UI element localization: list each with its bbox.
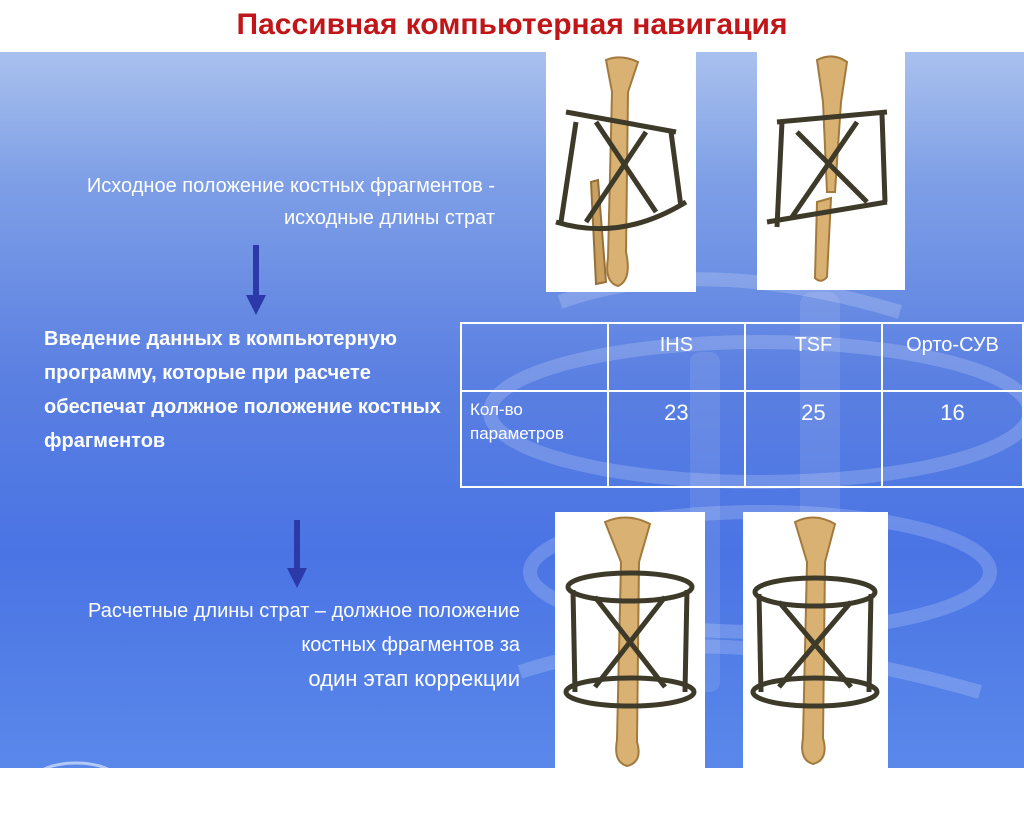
table-cell: 25 [745,391,882,487]
table-cell: 23 [608,391,745,487]
parameters-table [460,322,1024,488]
bone-fixator-photo [757,52,905,290]
fixator-photo-initial-1 [546,52,696,292]
fixator-photo-corrected-2 [743,512,888,768]
title-band [0,0,1024,52]
table-row-label: Кол-во параметров [461,391,608,487]
bone-fixator-photo [555,512,705,768]
table-header-cell: Орто-СУВ [882,323,1023,391]
down-arrow-icon [246,245,266,315]
fixator-photo-corrected-1 [555,512,705,768]
step-calculated-lengths [60,594,520,697]
footer-line [150,790,1010,793]
step-data-entry: Введение данных в компьютерную программу, которые при расчете обеспечат должное положение костных фрагментов [44,328,441,452]
logo-text: РНЦ ВТО [59,782,113,796]
table-header-cell: IHS [608,323,745,391]
bone-fixator-photo [743,512,888,768]
rnc-vto-logo [26,760,126,814]
table-row [461,391,1023,487]
slide-title: Пассивная компьютерная навигация [236,8,788,41]
step-initial-position: Исходное положение костных фрагментов - исходные длины страт [86,175,495,229]
table-header-cell: TSF [745,323,882,391]
table-header-cell [461,323,608,391]
table-header-row [461,323,1023,391]
bone-fixator-photo [546,52,696,292]
fixator-photo-initial-2 [757,52,905,290]
step-calculated-line2: один этап коррекции [308,666,520,691]
down-arrow-icon [287,520,307,588]
step-calculated-line1: Расчетные длины страт – должное положение костных фрагментов за [88,600,520,656]
table-cell: 16 [882,391,1023,487]
